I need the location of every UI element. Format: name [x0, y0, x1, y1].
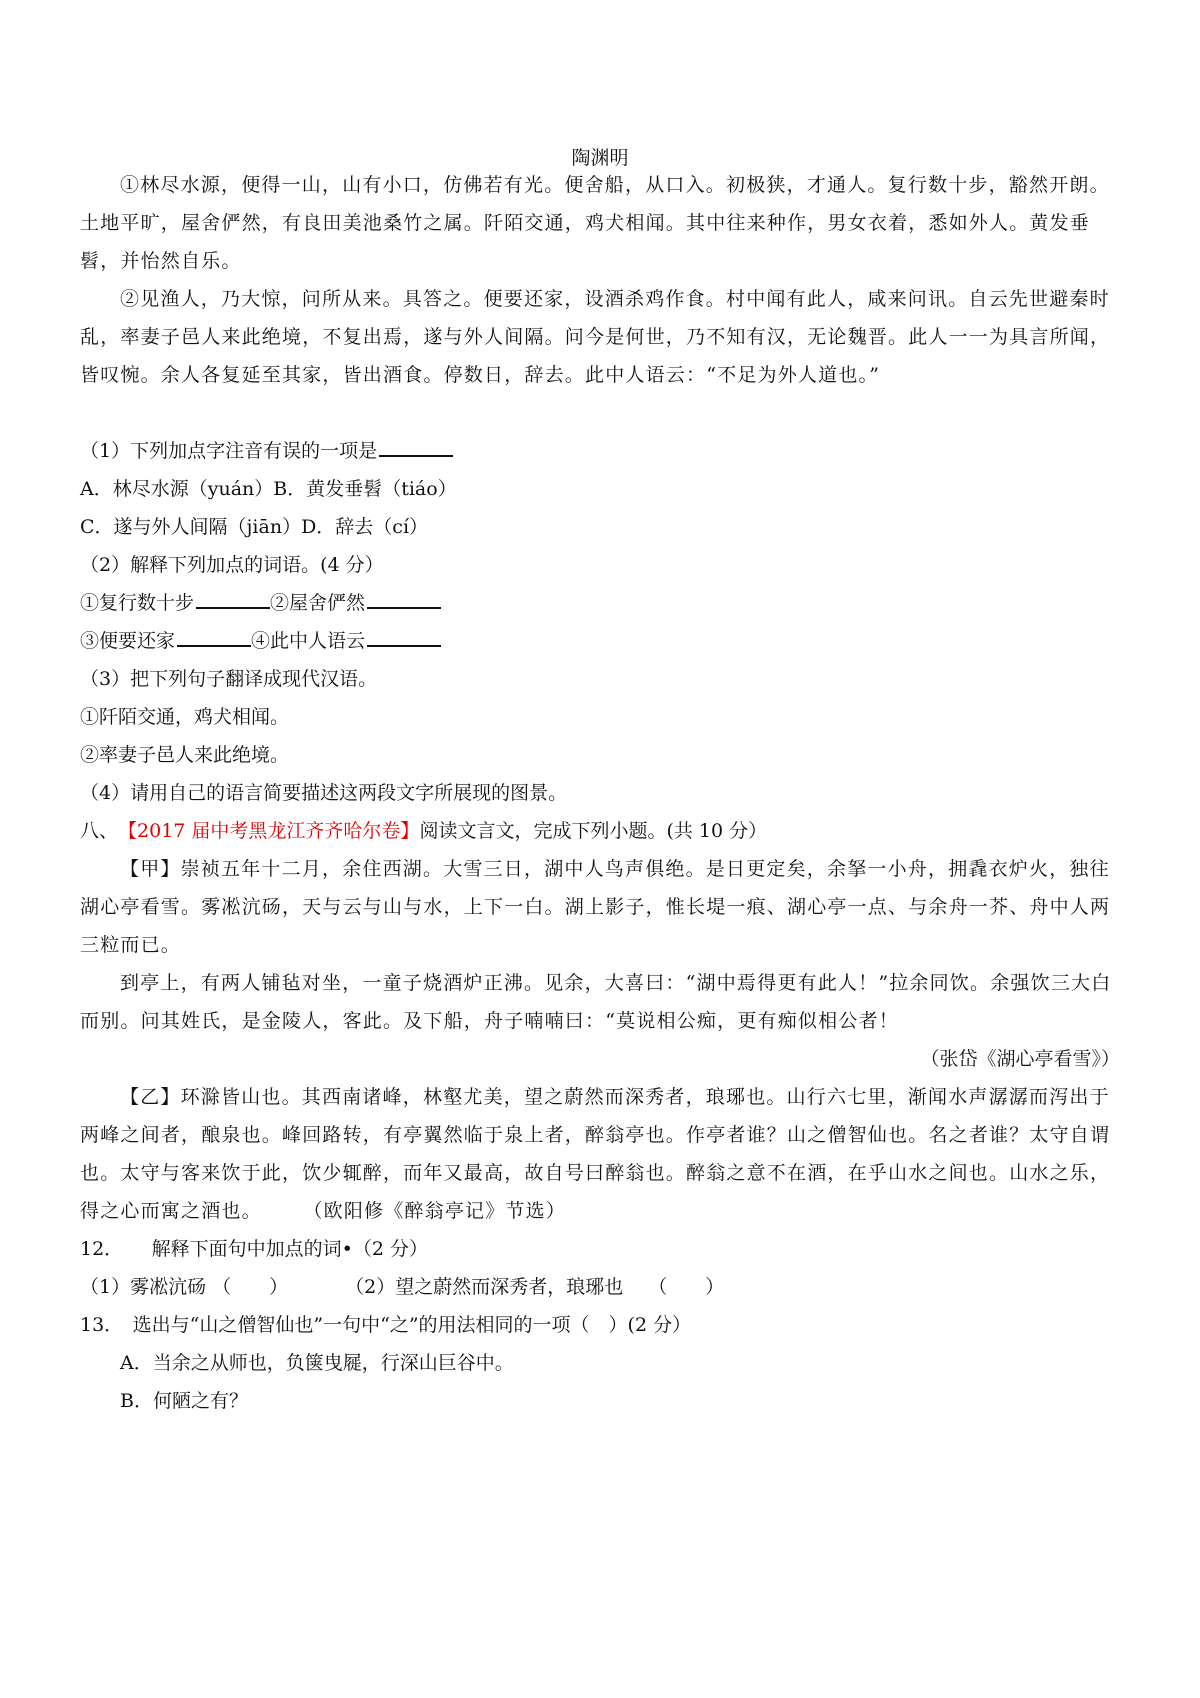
question-1-options-ab: A．林尽水源（yuán）B．黄发垂髫（tiáo）	[80, 478, 457, 500]
question-3: （3）把下列句子翻译成现代汉语。	[80, 668, 378, 690]
question-12-stem: 12． 解释下面句中加点的词•（2 分）	[80, 1238, 429, 1260]
author-name: 陶渊明	[571, 147, 629, 169]
answer-blank[interactable]	[177, 623, 251, 647]
yi-paragraph: 【乙】环滁皆山也。其西南诸峰，林壑尤美，望之蔚然而深秀者，琅琊也。山行六七里，渐闻水声潺潺而泻出于两峰之间者，酿泉也。峰回路转，有亭翼然临于泉上者，醉翁亭也。作亭者谁？山之僧智仙也。名之者谁？太守自谓也。太守与客来饮于此，饮少辄醉，而年又最高，故自号曰醉翁也。醉翁之意不在酒，在乎山水之间也。山水之乐，得之心而寓之酒也。 （欧阳修《醉翁亭记》节选）	[80, 1086, 1111, 1222]
text-peach-blossom	[80, 166, 1120, 394]
question-3-item-2: ②率妻子邑人来此绝境。	[80, 744, 290, 766]
question-13-option-b: B．何陋之有？	[120, 1390, 248, 1412]
jia-paragraph-2: 到亭上，有两人铺毡对坐，一童子烧酒炉正沸。见余，大喜曰：“湖中焉得更有此人！”拉余同饮。余强饮三大白而别。问其姓氏，是金陵人，客此。及下船，舟子喃喃曰：“莫说相公痴，更有痴似相公者！	[80, 972, 1112, 1032]
answer-blank[interactable]	[379, 433, 453, 457]
question-1-options-cd: C．遂与外人间隔（jiān）D．辞去（cí）	[80, 516, 429, 538]
jia-source: （张岱《湖心亭看雪》）	[920, 1048, 1120, 1070]
answer-blank[interactable]	[367, 623, 441, 647]
question-13	[80, 1306, 1120, 1420]
question-1: （1）下列加点字注音有误的一项是	[80, 432, 1120, 470]
section-8-heading: 八、 【2017 届中考黑龙江齐齐哈尔卷】阅读文言文，完成下列小题。(共 10 分）	[80, 820, 768, 842]
question-3-item-1: ①阡陌交通，鸡犬相闻。	[80, 706, 290, 728]
questions-set-1	[80, 432, 1120, 812]
question-2-row-1: ①复行数十步 ②屋舍俨然	[80, 584, 1120, 622]
answer-blank[interactable]	[367, 585, 441, 609]
paragraph-1: ①林尽水源，便得一山，山有小口，仿佛若有光。便舍船，从口入。初极狭，才通人。复行数十步，豁然开朗。土地平旷，屋舍俨然，有良田美池桑竹之属。阡陌交通，鸡犬相闻。其中往来种作，男女衣着，悉如外人。黄发垂髫，并怡然自乐。	[80, 174, 1110, 272]
answer-blank[interactable]	[196, 585, 270, 609]
question-12	[80, 1230, 1120, 1306]
question-13-stem: 13． 选出与“山之僧智仙也”一句中“之”的用法相同的一项（ ）(2 分）	[80, 1314, 692, 1336]
section-8	[80, 812, 1120, 1230]
question-13-option-a: A．当余之从师也，负箧曳屣，行深山巨谷中。	[120, 1352, 514, 1374]
source-label: 【2017 届中考黑龙江齐齐哈尔卷】	[127, 820, 420, 842]
question-12-items: （1）雾凇沆砀 （ ） （2）望之蔚然而深秀者，琅琊也 （ ）	[80, 1276, 725, 1298]
question-4: （4）请用自己的语言简要描述这两段文字所展现的图景。	[80, 782, 568, 804]
question-2: （2）解释下列加点的词语。(4 分）	[80, 554, 384, 576]
paragraph-2: ②见渔人，乃大惊，问所从来。具答之。便要还家，设酒杀鸡作食。村中闻有此人，咸来问讯。自云先世避秦时乱，率妻子邑人来此绝境，不复出焉，遂与外人间隔。问今是何世，乃不知有汉，无论魏晋。此人一一为具言所闻，皆叹惋。余人各复延至其家，皆出酒食。停数日，辞去。此中人语云：“不足为外人道也。”	[80, 288, 1111, 386]
question-2-row-2: ③便要还家 ④此中人语云	[80, 622, 1120, 660]
jia-paragraph-1: 【甲】崇祯五年十二月，余住西湖。大雪三日，湖中人鸟声俱绝。是日更定矣，余拏一小舟，拥毳衣炉火，独往湖心亭看雪。雾凇沆砀，天与云与山与水，上下一白。湖上影子，惟长堤一痕、湖心亭一点、与余舟一芥、舟中人两三粒而已。	[80, 858, 1111, 956]
